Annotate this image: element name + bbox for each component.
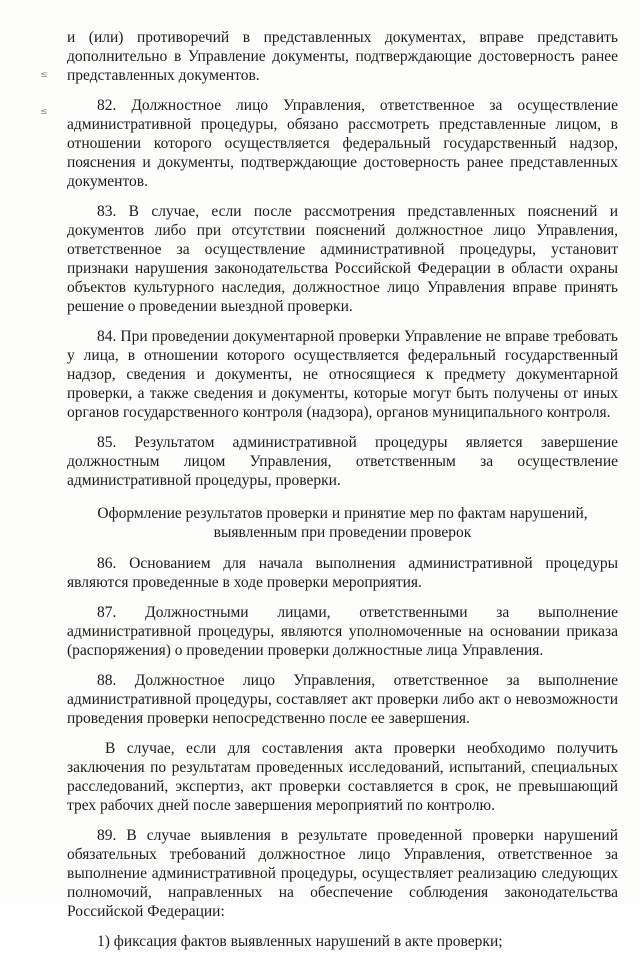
paragraph-88-continuation: В случае, если для составления акта проверки необходимо получить заключения по результатам проведенных исследований, испытаний, специальных расследований, экспертиз, акт проверки составляется в срок, не превышающий трех рабочих дней после завершения мероприятий по контролю. [67,740,618,814]
paragraph-continuation: и (или) противоречий в представленных документах, вправе представить дополнительно в Управление документы, подтверждающие достоверность ранее представленных документов. [67,29,618,84]
paragraph-85: 85. Результатом административной процедуры является завершение должностным лицом Управления, ответственным за осуществление административной процедуры, проверки. [67,434,618,489]
paragraph-83: 83. В случае, если после рассмотрения представленных пояснений и документов либо при отсутствии пояснений должностное лицо Управления, ответственное за осуществление административной процедуры, установит признаки нарушения законодательства Российской Федерации в области охраны объектов культурного наследия, должностное лицо Управления вправе принять решение о проведении выездной проверки. [67,203,618,315]
margin-mark: ≤ [40,107,48,117]
paragraph-89: 89. В случае выявления в результате проведенной проверки нарушений обязательных требований должностное лицо Управления, ответственное за выполнение административной процедуры, осуществляет реализацию следующих полномочий, направленных на обеспечение соблюдения законодательства Российской Федерации: [67,827,618,920]
paragraph-87: 87. Должностными лицами, ответственными за выполнение административной процедуры, являются уполномоченные на основании приказа (распоряжения) о проведении проверки должностные лица Управления. [67,604,618,659]
paragraph-86: 86. Основанием для начала выполнения административной процедуры являются проведенные в ходе проверки мероприятия. [67,555,618,591]
document-body [67,28,618,962]
paragraph-82: 82. Должностное лицо Управления, ответственное за осуществление административной процедуры, обязано рассмотреть представленные лицом, в отношении которого осуществляется федеральный государственный надзор, пояснения и документы, подтверждающие достоверность ранее представленных документов. [67,97,618,190]
section-heading: Оформление результатов проверки и принятие мер по фактам нарушений, выявленным при проведении проверок [97,505,588,541]
paragraph-88: 88. Должностное лицо Управления, ответственное за выполнение административной процедуры, составляет акт проверки либо акт о невозможности проведения проверки непосредственно после ее завершения. [67,672,618,727]
paragraph-84: 84. При проведении документарной проверки Управление не вправе требовать у лица, в отношении которого осуществляется федеральный государственный надзор, сведения и документы, не относящиеся к предмету документарной проверки, а также сведения и документы, которые могут быть получены от иных органов государственного контроля (надзора), органов муниципального контроля. [67,328,618,421]
list-item-1: 1) фиксация фактов выявленных нарушений в акте проверки; [97,933,503,950]
margin-mark: ≤ [40,70,48,80]
